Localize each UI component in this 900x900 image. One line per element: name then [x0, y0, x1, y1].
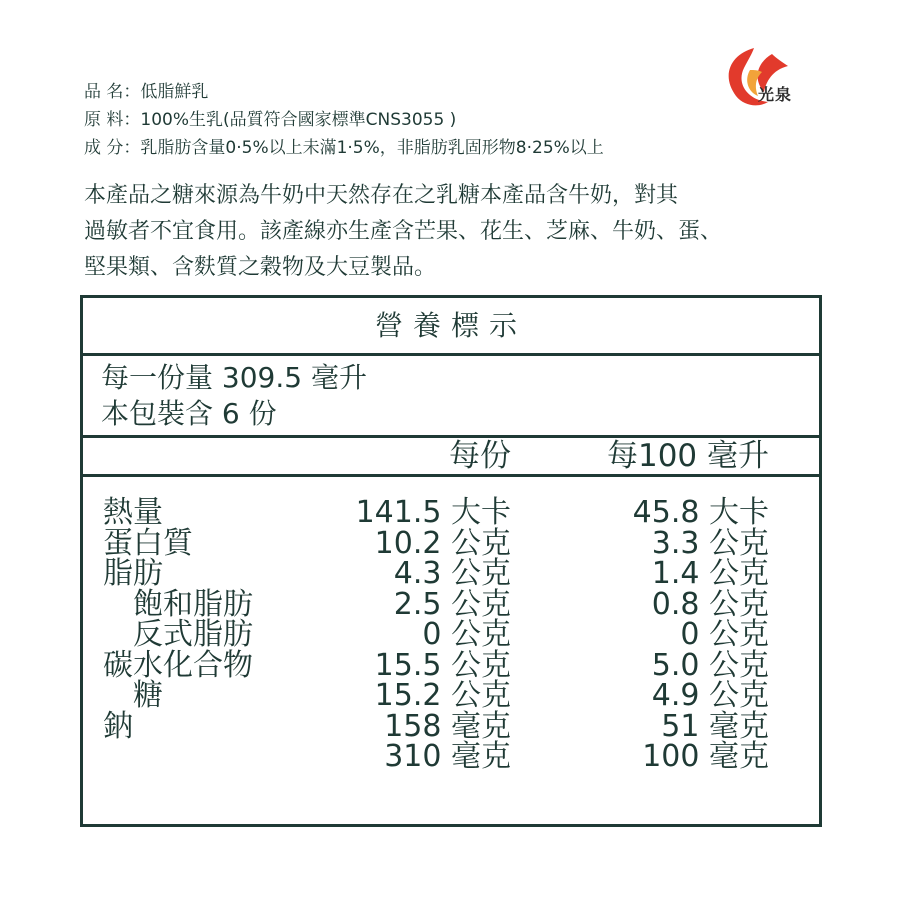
nutrient-row — [83, 525, 819, 561]
product-info — [84, 78, 604, 162]
nutrient-per-serving: 4.3 公克 — [393, 556, 511, 591]
nutrient-name: 鈉 — [103, 708, 133, 744]
allergen-notice-line: 本產品之糖來源為牛奶中天然存在之乳糖本產品含牛奶，對其 — [84, 183, 679, 208]
nutrient-per-100ml: 1.4 公克 — [651, 556, 769, 591]
nutrient-per-100ml: 0 公克 — [680, 617, 769, 652]
nutrient-row — [83, 495, 819, 530]
nutrient-per-serving: 310 毫克 — [384, 739, 511, 774]
nutrient-per-100ml: 3.3 公克 — [651, 525, 769, 561]
allergen-notice-line: 堅果類、含麩質之穀物及大豆製品。 — [84, 255, 437, 280]
nutrient-row — [83, 647, 819, 683]
serving-info — [101, 360, 367, 432]
nutrient-per-100ml: 51 毫克 — [661, 708, 769, 744]
column-header-per-serving: 每份 — [449, 438, 511, 474]
servings-per-pack: 本包裝含 6 份 — [101, 397, 277, 430]
allergen-notice — [84, 178, 804, 286]
header-divider-bottom — [83, 474, 819, 477]
nutrient-row — [83, 708, 819, 744]
column-header-per-100ml: 每100 毫升 — [606, 438, 769, 474]
nutrient-row — [83, 678, 819, 713]
nutrient-per-serving: 0 公克 — [422, 617, 511, 652]
nutrient-row — [83, 617, 819, 652]
nutrient-per-100ml: 5.0 公克 — [651, 647, 769, 683]
nutrient-name: 碳水化合物 — [103, 647, 253, 683]
nutrient-rows — [83, 495, 819, 774]
nutrient-per-100ml: 100 毫克 — [642, 739, 769, 774]
nutrient-per-serving: 15.2 公克 — [374, 678, 511, 713]
allergen-notice-line: 過敏者不宜食用。該產線亦生產含芒果、花生、芝麻、牛奶、蛋、 — [84, 219, 723, 244]
nutrition-title: 營養標示 — [83, 298, 819, 356]
nutrient-name: 反式脂肪 — [133, 617, 253, 652]
nutrient-name: 蛋白質 — [103, 525, 193, 561]
product-ingredients: 原 料：100%生乳(品質符合國家標準CNS3055 ) — [84, 110, 457, 130]
nutrient-per-serving: 15.5 公克 — [374, 647, 511, 683]
nutrient-name: 糖 — [133, 678, 163, 713]
nutrient-per-serving: 10.2 公克 — [374, 525, 511, 561]
product-composition: 成 分：乳脂肪含量0·5%以上未滿1·5%，非脂肪乳固形物8·25%以上 — [84, 138, 604, 158]
nutrient-per-100ml: 4.9 公克 — [651, 678, 769, 713]
nutrient-per-100ml: 45.8 大卡 — [632, 495, 769, 530]
product-name: 品 名：低脂鮮乳 — [84, 82, 209, 102]
nutrient-name: 脂肪 — [103, 556, 163, 591]
nutrient-name: 飽和脂肪 — [133, 586, 253, 622]
nutrition-panel — [80, 295, 822, 827]
nutrient-row — [83, 556, 819, 591]
nutrient-per-serving: 2.5 公克 — [393, 586, 511, 622]
nutrient-name: 熱量 — [103, 495, 163, 530]
nutrient-per-serving: 141.5 大卡 — [355, 495, 511, 530]
nutrient-row — [83, 586, 819, 622]
nutrient-row — [83, 739, 819, 774]
serving-size: 每一份量 309.5 毫升 — [101, 361, 367, 394]
nutrient-per-serving: 158 毫克 — [384, 708, 511, 744]
nutrient-per-100ml: 0.8 公克 — [651, 586, 769, 622]
brand-name: 光泉 — [758, 85, 793, 104]
